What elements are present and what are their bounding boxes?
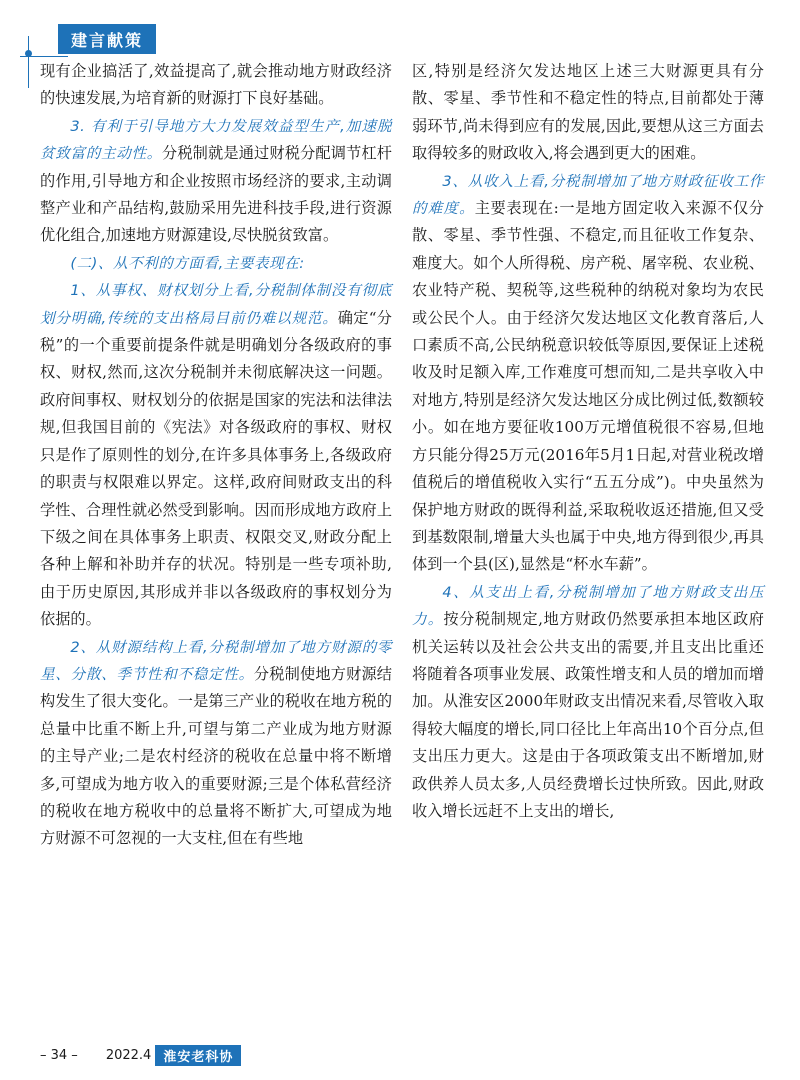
section-label: 建言献策 [58, 24, 156, 54]
paragraph [412, 579, 764, 826]
paragraph-body: 确定“分税”的一个重要前提条件就是明确划分各级政府的事权、财权,然而,这次分税制并未彻底解决这一问题。政府间事权、财权划分的依据是国家的宪法和法律法规,但我国目前的《宪法》对各级政府的事权、财权只是作了原则性的划分,在许多具体事务上,各级政府的职责与权限难以界定。这样,政府间财政支出的科学性、合理性就必然受到影响。因而形成地方政府上下级之间在具体事务上职责、权限交叉,财政分配上各种上解和补助并存的状况。特别是一些专项补助,由于历史原因,其形成并非以各级政府的事权划分为依据的。 [40, 308, 392, 629]
section-heading: 3. 有利于引导地方大力发展效益型生产,加速脱贫致富的主动性。 [40, 117, 392, 163]
paragraph: 区,特别是经济欠发达地区上述三大财源更具有分散、零星、季节性和不稳定性的特点,目前都处于薄弱环节,尚未得到应有的发展,因此,要想从这三方面去取得较多的财政收入,将会遇到更大的困难。 [412, 62, 764, 163]
left-column [40, 58, 392, 853]
section-heading: 2、从财源结构上看,分税制增加了地方财源的零星、分散、季节性和不稳定性。 [40, 638, 392, 683]
paragraph [40, 634, 392, 853]
section-heading: 4、从支出上看,分税制增加了地方财政支出压力。 [412, 583, 764, 629]
section-heading: 3、从收入上看,分税制增加了地方财政征收工作的难度。 [412, 172, 764, 218]
paragraph-body: 分税制使地方财源结构发生了很大变化。一是第三产业的税收在地方税的总量中比重不断上升,可望与第二产业成为地方财源的主导产业;二是农村经济的税收在总量中将不断增多,可望成为地方收入的重要财源;三是个体私营经济的税收在地方税收中的总量将不断扩大,可望成为地方财源不可忽视的一大支柱,但在有些地 [40, 664, 392, 848]
paragraph [40, 277, 392, 633]
journal-name: 淮安老科协 [155, 1045, 241, 1066]
section-heading: (二)、从不利的方面看,主要表现在: [70, 254, 305, 272]
section-heading: 1、从事权、财权划分上看,分税制体制没有彻底划分明确,传统的支出格局目前仍难以规范。 [40, 282, 392, 327]
header-decor-line [28, 36, 29, 88]
paragraph [40, 250, 392, 277]
page-footer [40, 1044, 241, 1066]
header-decor-rule [20, 56, 68, 57]
paragraph-body: 主要表现在:一是地方固定收入来源不仅分散、零星、季节性强、不稳定,而且征收工作复杂、难度大。如个人所得税、房产税、屠宰税、农业税、农业特产税、契税等,这些税种的纳税对象均为农民或公民个人。由于经济欠发达地区文化教育落后,人口素质不高,公民纳税意识较低等原因,要保证上述税收及时足额入库,工作难度可想而知,二是共享收入中对地方,特别是经济欠发达地区分成比例过低,数额较小。如在地方要征收100万元增值税很不容易,但地方只能分得25万元(2016年5月1日起,对营业税改增值税后的增值税收入实行“五五分成”)。中央虽然为保护地方财政的既得利益,采取税收返还措施,但又受到基数限制,增量大头也属于中央,地方得到很少,再具体到一个县(区),显然是“杯水车薪”。 [412, 199, 764, 574]
paragraph: 现有企业搞活了,效益提高了,就会推动地方财政经济的快速发展,为培育新的财源打下良好基础。 [40, 62, 392, 108]
paragraph-body: 分税制就是通过财税分配调节杠杆的作用,引导地方和企业按照市场经济的要求,主动调整产业和产品结构,鼓励采用先进科技手段,进行资源优化组合,加速地方财源建设,尽快脱贫致富。 [40, 144, 392, 245]
right-column [412, 58, 764, 825]
issue-label: 2022.4 [105, 1047, 152, 1063]
paragraph [40, 113, 392, 250]
paragraph [412, 168, 764, 579]
page-number: – 34 – [40, 1047, 78, 1063]
paragraph-body: 按分税制规定,地方财政仍然要承担本地区政府机关运转以及社会公共支出的需要,并且支出比重还将随着各项事业发展、政策性增支和人员的增加而增加。从淮安区2000年财政支出情况来看,尽管收入取得较大幅度的增长,同口径比上年高出10个百分点,但支出压力更大。这是由于各项政策支出不断增加,财政供养人员太多,人员经费增长过快所致。因此,财政收入增长远赶不上支出的增长, [412, 610, 764, 820]
